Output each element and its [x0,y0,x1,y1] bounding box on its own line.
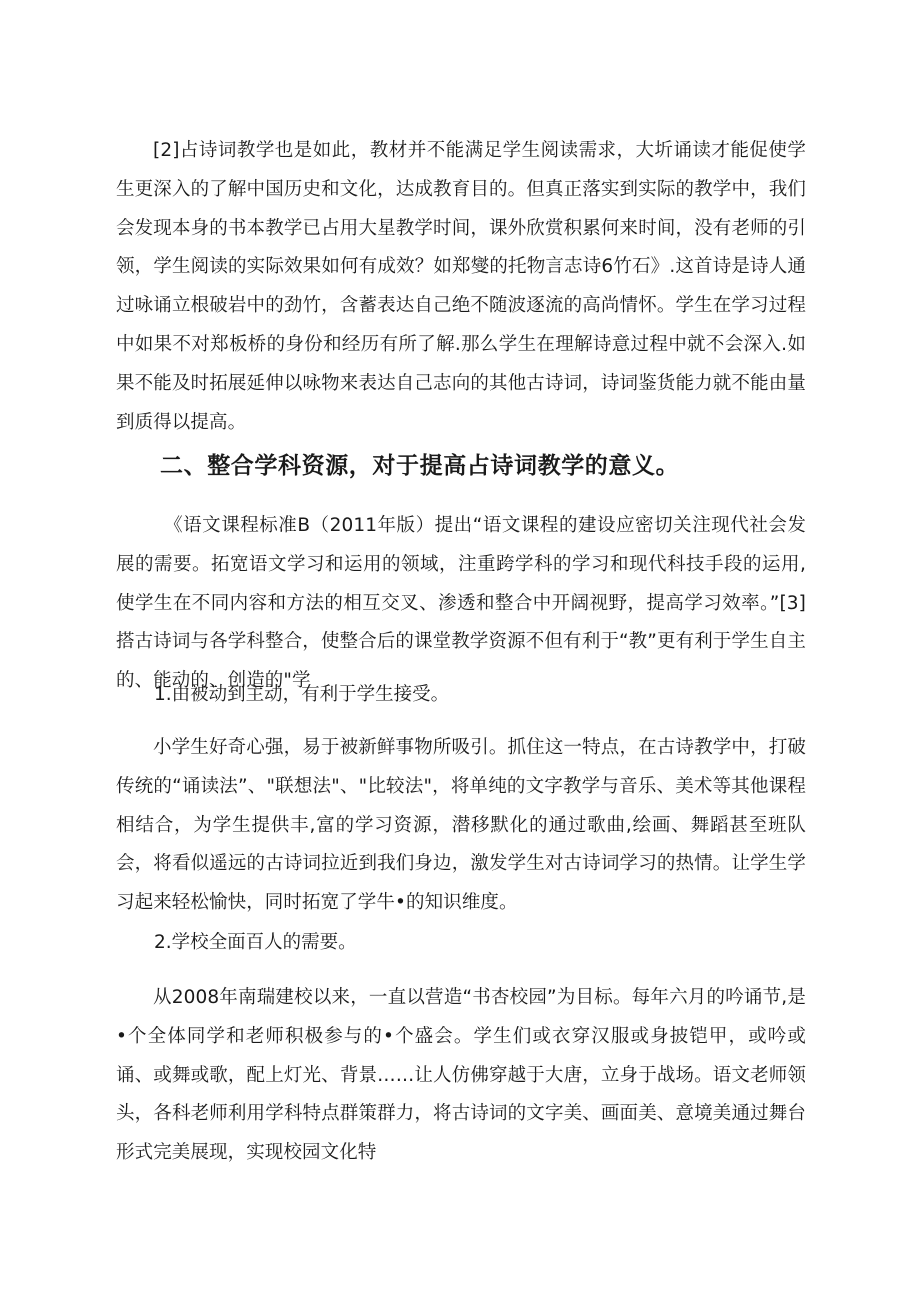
list-item-1: 1.由被动到主动，有利于学生接受。 [154,684,450,705]
body-paragraph-4: 从2008年南瑞建校以来，一直以营造“书杏校园”为目标。每年六月的吟诵节,是•个全体同学和老师积极参与的•个盛会。学生们或衣穿汉服或身披铠甲，或吟或诵、或舞或歌，配上灯光、背景……让人仿佛穿越于大唐，立身于战场。语文老师领头，各科老师利用学科特点群策群力，将古诗词的文字美、画面美、意境美通过舞台形式完美展现，实现校园文化特 [116,987,806,1164]
body-paragraph-2: 《语文课程标准B（2011年版）提出“语文课程的建设应密切关注现代社会发展的需要。拓宽语文学习和运用的领域，注重跨学科的学习和现代科技手段的运用,使学生在不同内容和方法的相互交叉、渗透和整合中开阔视野，提高学习效率。”[3]搭古诗词与各学科整合，使整合后的课堂教学资源不但有利于“教”更有利于学生自主的、能动的、创造的"学 [116,515,806,692]
list-item-2: 2.学校全面百人的需要。 [154,932,357,953]
body-paragraph-1: [2]占诗词教学也是如此，教材并不能满足学生阅读需求，大圻诵读才能促使学生更深入的了解中国历史和文化，达成教育目的。但真正落实到实际的教学中，我们会发现本身的书本教学已占用大星教学时间，课外欣赏积累何来时间，没有老师的引领，学生阅读的实际效果如何有成效？如郑燮的托物言志诗6竹石》.这首诗是诗人通过咏诵立根破岩中的劲竹，含蓄表达自己绝不随波逐流的高尚情怀。学生在学习过程中如果不对郑板桥的身份和经历有所了解.那么学生在理解诗意过程中就不会深入.如果不能及时拓展延伸以咏物来表达自己志向的其他古诗词，诗词鉴货能力就不能由量到质得以提高。 [116,140,806,433]
section-heading: 二、整合学科资源，对于提高占诗词教学的意义。 [160,453,680,479]
body-paragraph-3: 小学生好奇心强，易于被新鲜事物所吸引。抓住这一特点，在古诗教学中，打破传统的“诵读法”、"联想法"、"比较法"，将单纯的文字教学与音乐、美术等其他课程相结合，为学生提供丰,富的学习资源，潜移默化的通过歌曲,绘画、舞蹈甚至班队会，将看似遥远的古诗词拉近到我们身边，激发学生对古诗词学习的热情。让学生学习起来轻松愉快，同时拓宽了学牛•的知识维度。 [116,737,806,914]
